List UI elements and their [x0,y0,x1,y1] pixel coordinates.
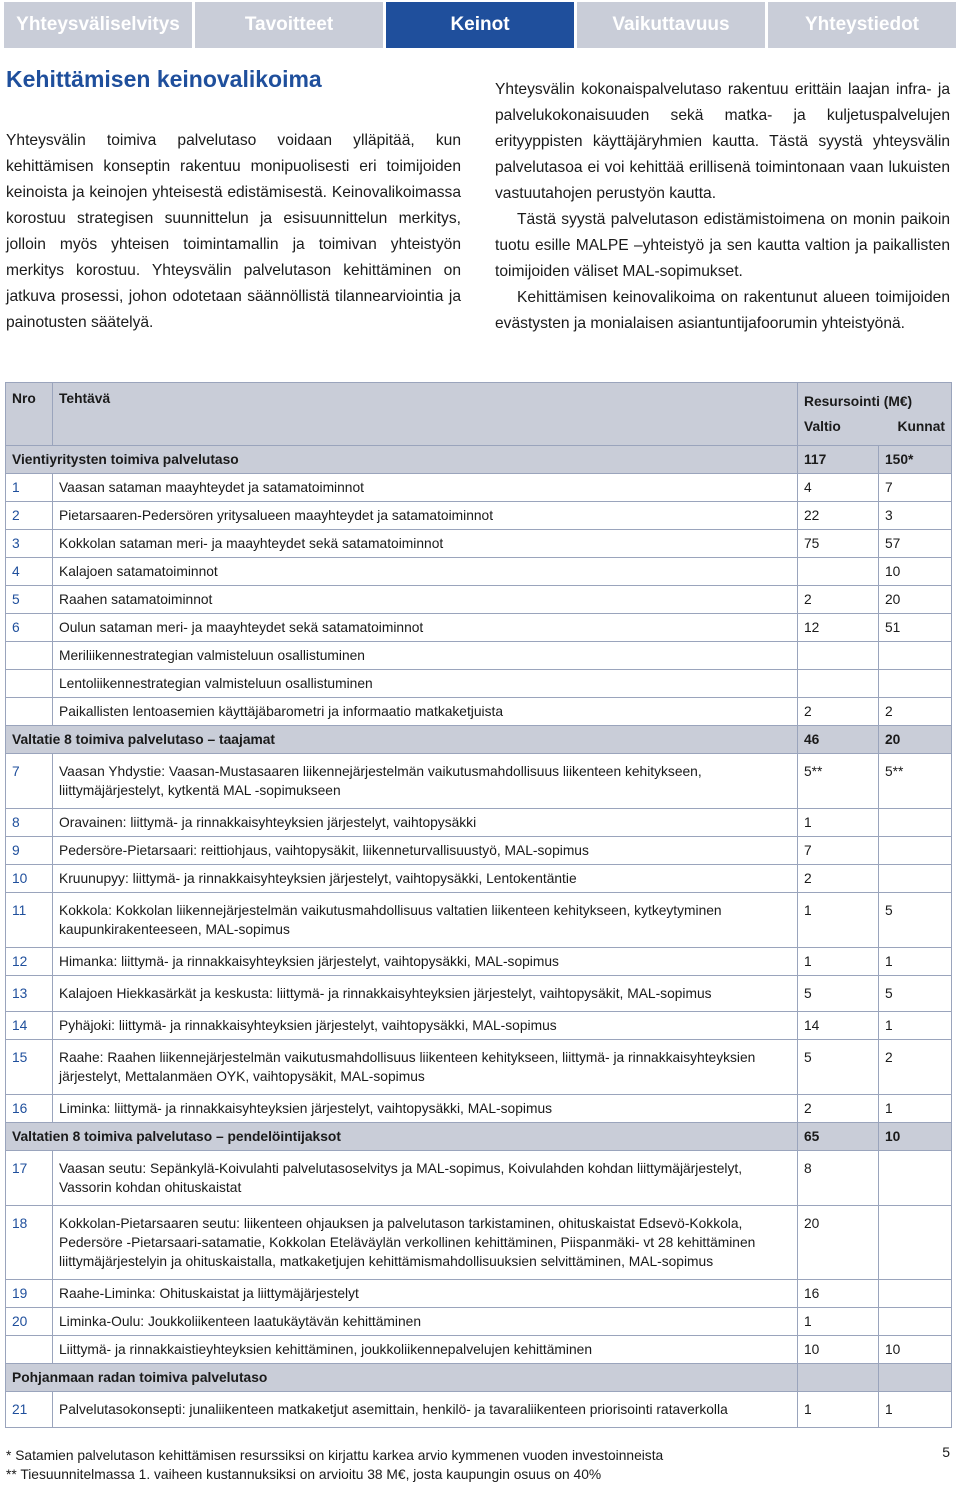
table-row [6,1308,952,1336]
row-number: 16 [6,1095,53,1123]
table-row [6,1336,952,1364]
row-task: Raahe: Raahen liikennejärjestelmän vaikutusmahdollisuus liikenteen kehitykseen, liittymä- ja rinnakkaisyhteyksien järjestelyt, Mettalanmäen OYK, vaihtopysäkit, MAL-sopimus [53,1040,798,1095]
row-valtio: 2 [798,1095,879,1123]
table-row [6,698,952,726]
row-number: 14 [6,1012,53,1040]
row-kunnat [879,642,952,670]
table-row [6,948,952,976]
row-number: 20 [6,1308,53,1336]
row-valtio: 8 [798,1151,879,1206]
row-kunnat: 2 [879,1040,952,1095]
row-number [6,1336,53,1364]
row-kunnat: 5 [879,893,952,948]
row-kunnat [879,809,952,837]
header-resursointi [798,383,952,446]
row-valtio: 1 [798,809,879,837]
row-task: Pietarsaaren-Pedersören yritysalueen maayhteydet ja satamatoiminnot [53,502,798,530]
row-kunnat: 10 [879,1336,952,1364]
row-kunnat: 10 [879,558,952,586]
top-nav-tabs [4,2,956,48]
table-row [6,837,952,865]
row-task: Kokkolan sataman meri- ja maayhteydet sekä satamatoiminnot [53,530,798,558]
row-task: Lentoliikennestrategian valmisteluun osallistuminen [53,670,798,698]
row-number: 2 [6,502,53,530]
section-title: Valtatie 8 toimiva palvelutaso – taajamat [6,726,798,754]
footnote-2: ** Tiesuunnitelmassa 1. vaiheen kustannuksiksi on arvioitu 38 M€, josta kaupungin osuus on 40% [6,1467,602,1482]
table-row [6,558,952,586]
resourcing-table [5,382,952,1428]
table-row [6,502,952,530]
row-number: 3 [6,530,53,558]
table-row [6,976,952,1012]
row-number: 4 [6,558,53,586]
row-task: Oulun sataman meri- ja maayhteydet sekä satamatoiminnot [53,614,798,642]
row-valtio: 1 [798,948,879,976]
row-kunnat: 5 [879,976,952,1012]
table-row [6,530,952,558]
table-row [6,754,952,809]
table-row [6,1095,952,1123]
row-number: 12 [6,948,53,976]
row-task: Raahen satamatoiminnot [53,586,798,614]
row-task: Pyhäjoki: liittymä- ja rinnakkaisyhteyksien järjestelyt, vaihtopysäkki, MAL-sopimus [53,1012,798,1040]
table-row [6,1280,952,1308]
table-row [6,809,952,837]
row-task: Vaasan seutu: Sepänkylä-Koivulahti palvelutasoselvitys ja MAL-sopimus, Koivulahden kohdan liittymäjärjestelyt, Vassorin kohdan ohituskaistat [53,1151,798,1206]
row-number: 1 [6,474,53,502]
row-valtio: 75 [798,530,879,558]
table-row [6,642,952,670]
table-row [6,1012,952,1040]
row-number [6,698,53,726]
row-valtio: 7 [798,837,879,865]
row-valtio: 2 [798,586,879,614]
row-number: 5 [6,586,53,614]
tab-keinot[interactable]: Keinot [386,2,574,48]
row-task: Kalajoen Hiekkasärkät ja keskusta: liittymä- ja rinnakkaisyhteyksien järjestelyt, vaihtopysäkit, MAL-sopimus [53,976,798,1012]
tab-tavoitteet[interactable]: Tavoitteet [195,2,383,48]
row-valtio: 12 [798,614,879,642]
header-resursointi-label: Resursointi (M€) [804,394,913,409]
row-number: 10 [6,865,53,893]
row-valtio: 5 [798,976,879,1012]
footnote-1: * Satamien palvelutason kehittämisen resurssiksi on kirjattu karkea arvio kymmenen vuoden investoinneista [6,1448,664,1463]
section-title: Valtatien 8 toimiva palvelutaso – pendelöintijaksot [6,1123,798,1151]
row-task: Oravainen: liittymä- ja rinnakkaisyhteyksien järjestelyt, vaihtopysäkki [53,809,798,837]
row-number: 6 [6,614,53,642]
table-row [6,1040,952,1095]
table-row [6,670,952,698]
table-row [6,586,952,614]
row-number: 11 [6,893,53,948]
row-valtio [798,642,879,670]
row-kunnat: 1 [879,948,952,976]
section-row [6,1364,952,1392]
tab-yhteystiedot[interactable]: Yhteystiedot [768,2,956,48]
footnotes [6,1446,663,1484]
header-valtio: Valtio [804,419,841,434]
row-kunnat [879,1308,952,1336]
row-valtio: 1 [798,893,879,948]
section-row [6,726,952,754]
table-row [6,865,952,893]
row-valtio: 20 [798,1206,879,1280]
row-valtio [798,1364,879,1392]
row-valtio [798,558,879,586]
row-valtio: 2 [798,865,879,893]
row-valtio: 46 [798,726,879,754]
row-kunnat: 3 [879,502,952,530]
table-row [6,1392,952,1428]
row-kunnat [879,1364,952,1392]
table-row [6,474,952,502]
row-number: 19 [6,1280,53,1308]
row-task: Palvelutasokonsepti: junaliikenteen matkaketjut asemittain, henkilö- ja tavaraliikenteen priorisointi rataverkolla [53,1392,798,1428]
tab-vaikuttavuus[interactable]: Vaikuttavuus [577,2,765,48]
row-kunnat: 7 [879,474,952,502]
row-number: 21 [6,1392,53,1428]
header-subcolumns [804,414,945,439]
row-kunnat [879,865,952,893]
row-task: Meriliikennestrategian valmisteluun osallistuminen [53,642,798,670]
row-kunnat [879,1280,952,1308]
row-valtio: 5 [798,1040,879,1095]
table-row [6,1151,952,1206]
row-kunnat: 20 [879,726,952,754]
row-number: 7 [6,754,53,809]
row-task: Paikallisten lentoasemien käyttäjäbarometri ja informaatio matkaketjuista [53,698,798,726]
row-kunnat: 1 [879,1392,952,1428]
header-kunnat: Kunnat [897,419,945,434]
row-kunnat: 20 [879,586,952,614]
row-kunnat: 51 [879,614,952,642]
row-task: Kokkola: Kokkolan liikennejärjestelmän vaikutusmahdollisuus valtatien liikenteen kehitykseen, kytkeytyminen kaupunkirakenteeseen, MAL-sopimus [53,893,798,948]
section-title: Pohjanmaan radan toimiva palvelutaso [6,1364,798,1392]
row-task: Vaasan Yhdystie: Vaasan-Mustasaaren liikennejärjestelmän vaikutusmahdollisuus liikenteen kehitykseen, liittymäjärjestelyt, kytkentä MAL -sopimukseen [53,754,798,809]
row-kunnat [879,670,952,698]
page-number: 5 [942,1444,950,1460]
row-task: Liittymä- ja rinnakkaistieyhteyksien kehittäminen, joukkoliikennepalvelujen kehittäminen [53,1336,798,1364]
row-kunnat: 10 [879,1123,952,1151]
section-row [6,446,952,474]
row-valtio: 14 [798,1012,879,1040]
row-valtio: 4 [798,474,879,502]
section-title: Vientiyritysten toimiva palvelutaso [6,446,798,474]
row-task: Pedersöre-Pietarsaari: reittiohjaus, vaihtopysäkit, liikenneturvallisuustyö, MAL-sopimus [53,837,798,865]
row-kunnat: 1 [879,1012,952,1040]
intro-right-column [495,77,950,337]
row-valtio: 22 [798,502,879,530]
row-number: 13 [6,976,53,1012]
row-kunnat: 150* [879,446,952,474]
row-valtio: 117 [798,446,879,474]
table-header-row [6,383,952,446]
row-kunnat: 2 [879,698,952,726]
intro-paragraph: Yhteysvälin toimiva palvelutaso voidaan ylläpitää, kun kehittämisen konseptin rakentuu monipuolisesti eri toimijoiden keinoista ja keinojen yhteisestä edistämisestä. Keinovalikoimassa korostuu strategisen suunnittelun ja esisuunnittelun merkitys, jolloin myös yhteisen toimintamallin ja toimivan yhteistyön merkitys korostuu. Yhteysvälin palvelutason kehittäminen on jatkuva prosessi, johon odotetaan säännöllistä tilannearviointia ja painotusten säätelyä. [6,132,461,331]
row-valtio: 2 [798,698,879,726]
row-valtio: 16 [798,1280,879,1308]
row-number: 17 [6,1151,53,1206]
row-number: 9 [6,837,53,865]
row-valtio: 1 [798,1308,879,1336]
row-task: Himanka: liittymä- ja rinnakkaisyhteyksien järjestelyt, vaihtopysäkki, MAL-sopimus [53,948,798,976]
row-kunnat: 57 [879,530,952,558]
row-task: Raahe-Liminka: Ohituskaistat ja liittymäjärjestelyt [53,1280,798,1308]
header-tehtava: Tehtävä [53,383,798,446]
row-valtio: 5** [798,754,879,809]
right-paragraph-2: Tästä syystä palvelutason edistämistoimena on monin paikoin tuotu esille MALPE –yhteistyö ja sen kautta valtion ja paikallisten toimijoiden väliset MAL-sopimukset. [495,211,950,280]
section-row [6,1123,952,1151]
row-valtio: 10 [798,1336,879,1364]
row-kunnat [879,1151,952,1206]
intro-left-column [6,128,461,336]
row-task: Kokkolan-Pietarsaaren seutu: liikenteen ohjauksen ja palvelutason tarkistaminen, ohituskaistat Edsevö-Kokkola, Pedersöre -Pietarsaari-satamatie, Kokkolan Eteläväylän verkollinen kehittäminen, Piispanmäki- vt 28 kehittäminen liittymäjärjestelyin ja ohituskaistalla, matkaketjujen kehittämismahdollisuuksien selvittäminen, MAL-sopimus [53,1206,798,1280]
right-paragraph-3: Kehittämisen keinovalikoima on rakentunut alueen toimijoiden evästysten ja monialaisen asiantuntijafoorumin yhteistyönä. [495,289,950,332]
row-valtio: 1 [798,1392,879,1428]
row-number: 8 [6,809,53,837]
row-task: Liminka-Oulu: Joukkoliikenteen laatukäytävän kehittäminen [53,1308,798,1336]
row-task: Kruunupyy: liittymä- ja rinnakkaisyhteyksien järjestelyt, vaihtopysäkki, Lentokentäntie [53,865,798,893]
row-number [6,642,53,670]
row-task: Vaasan sataman maayhteydet ja satamatoiminnot [53,474,798,502]
row-kunnat [879,837,952,865]
row-task: Kalajoen satamatoiminnot [53,558,798,586]
header-nro: Nro [6,383,53,446]
row-kunnat: 5** [879,754,952,809]
row-valtio: 65 [798,1123,879,1151]
right-paragraph-1: Yhteysvälin kokonaispalvelutaso rakentuu erittäin laajan infra- ja palvelukokonaisuuden sekä matka- ja kuljetuspalvelujen erityyppisten käyttäjäryhmien kautta. Tästä syystä yhteysvälin palvelutasoa ei voi kehittää erillisenä toimintonaan vaan lukuisten vastuutahojen perustyön kautta. [495,81,950,202]
row-kunnat: 1 [879,1095,952,1123]
row-number [6,670,53,698]
table-row [6,1206,952,1280]
page-title: Kehittämisen keinovalikoima [6,66,322,92]
row-valtio [798,670,879,698]
row-task: Liminka: liittymä- ja rinnakkaisyhteyksien järjestelyt, vaihtopysäkki, MAL-sopimus [53,1095,798,1123]
table-row [6,614,952,642]
tab-yhteysvaliselvitys[interactable]: Yhteysväliselvitys [4,2,192,48]
row-kunnat [879,1206,952,1280]
row-number: 18 [6,1206,53,1280]
table-row [6,893,952,948]
row-number: 15 [6,1040,53,1095]
